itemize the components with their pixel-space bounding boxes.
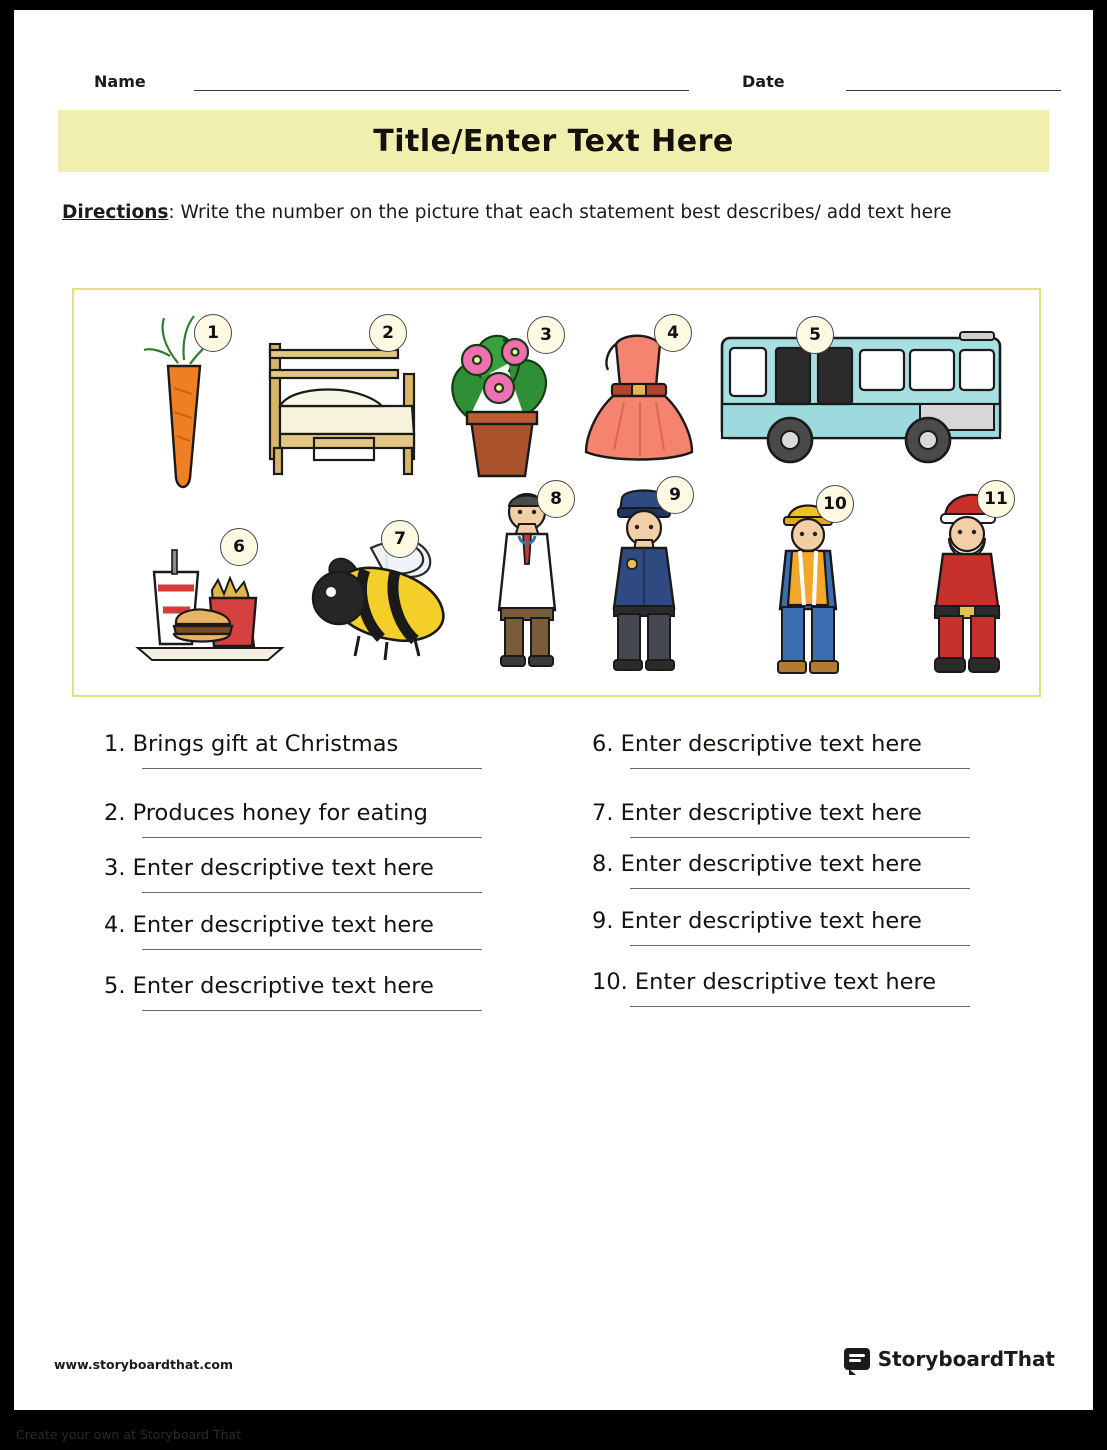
statement-row[interactable] (582, 907, 1037, 946)
doctor-icon (479, 480, 589, 675)
picture-item-bus[interactable] (714, 316, 1014, 481)
number-badge-4: 4 (654, 314, 692, 352)
statement-row[interactable] (94, 854, 549, 893)
police-officer-icon (594, 476, 709, 676)
name-label: Name (94, 72, 146, 91)
speech-bubble-icon (844, 1348, 870, 1370)
answer-line[interactable] (630, 888, 970, 889)
answer-line[interactable] (142, 949, 482, 950)
statement-text: 6. Enter descriptive text here (592, 731, 922, 757)
number-badge-3: 3 (527, 316, 565, 354)
fast-food-meal-icon (132, 528, 292, 668)
name-date-row (14, 58, 1093, 98)
number-badge-7: 7 (381, 520, 419, 558)
title-banner[interactable] (58, 110, 1049, 172)
statement-text: 10. Enter descriptive text here (592, 969, 937, 995)
bus-icon (714, 316, 1014, 481)
statement-row[interactable] (94, 911, 549, 950)
answer-line[interactable] (142, 768, 482, 769)
answer-line[interactable] (630, 837, 970, 838)
picture-item-fast-food-meal[interactable] (132, 528, 292, 668)
directions (62, 202, 1052, 223)
picture-item-bed[interactable] (254, 314, 434, 489)
picture-item-potted-flowers[interactable] (429, 308, 579, 493)
answer-line[interactable] (630, 945, 970, 946)
brand-name: StoryboardThat (877, 1347, 1055, 1371)
number-badge-10: 10 (816, 485, 854, 523)
statement-column-left (94, 730, 549, 1023)
page-title: Title/Enter Text Here (373, 123, 734, 159)
number-badge-1: 1 (194, 314, 232, 352)
picture-item-carrot[interactable] (134, 308, 244, 498)
brand-logo (844, 1347, 1055, 1371)
statement-row[interactable] (94, 799, 549, 838)
footer-url[interactable]: www.storyboardthat.com (54, 1357, 234, 1372)
number-badge-9: 9 (656, 476, 694, 514)
date-input[interactable] (846, 90, 1061, 91)
statement-text: 9. Enter descriptive text here (592, 908, 922, 934)
directions-text: : Write the number on the picture that each statement best describes/ add text here (168, 202, 952, 223)
date-label: Date (742, 72, 785, 91)
worksheet-page (14, 10, 1093, 1410)
picture-item-dress[interactable] (564, 310, 714, 485)
number-badge-11: 11 (977, 480, 1015, 518)
picture-item-bee[interactable] (299, 520, 474, 665)
number-badge-2: 2 (369, 314, 407, 352)
directions-label: Directions (62, 202, 169, 223)
statement-row[interactable] (582, 850, 1037, 889)
statement-row[interactable] (582, 968, 1037, 1007)
statement-row[interactable] (582, 799, 1037, 838)
picture-item-construction-worker[interactable] (764, 485, 874, 680)
number-badge-6: 6 (220, 528, 258, 566)
bottom-bar-text: Create your own at Storyboard That (16, 1426, 242, 1442)
picture-item-santa-claus[interactable] (919, 480, 1034, 680)
statement-list (72, 730, 1037, 1350)
bottom-bar (0, 1418, 1107, 1450)
santa-claus-icon (919, 480, 1034, 680)
answer-line[interactable] (142, 837, 482, 838)
picture-bank (72, 288, 1041, 697)
answer-line[interactable] (630, 768, 970, 769)
answer-line[interactable] (630, 1006, 970, 1007)
bed-icon (254, 314, 434, 489)
statement-text: 4. Enter descriptive text here (104, 912, 434, 938)
statement-text: 1. Brings gift at Christmas (104, 731, 399, 757)
picture-item-doctor[interactable] (479, 480, 589, 675)
number-badge-8: 8 (537, 480, 575, 518)
statement-text: 7. Enter descriptive text here (592, 800, 922, 826)
statement-text: 8. Enter descriptive text here (592, 851, 922, 877)
statement-column-right (582, 730, 1037, 1019)
statement-row[interactable] (582, 730, 1037, 769)
number-badge-5: 5 (796, 316, 834, 354)
statement-text: 2. Produces honey for eating (104, 800, 428, 826)
statement-text: 5. Enter descriptive text here (104, 973, 434, 999)
picture-item-police-officer[interactable] (594, 476, 709, 676)
statement-row[interactable] (94, 730, 549, 769)
statement-row[interactable] (94, 972, 549, 1011)
statement-text: 3. Enter descriptive text here (104, 855, 434, 881)
answer-line[interactable] (142, 1010, 482, 1011)
name-input[interactable] (194, 90, 689, 91)
answer-line[interactable] (142, 892, 482, 893)
